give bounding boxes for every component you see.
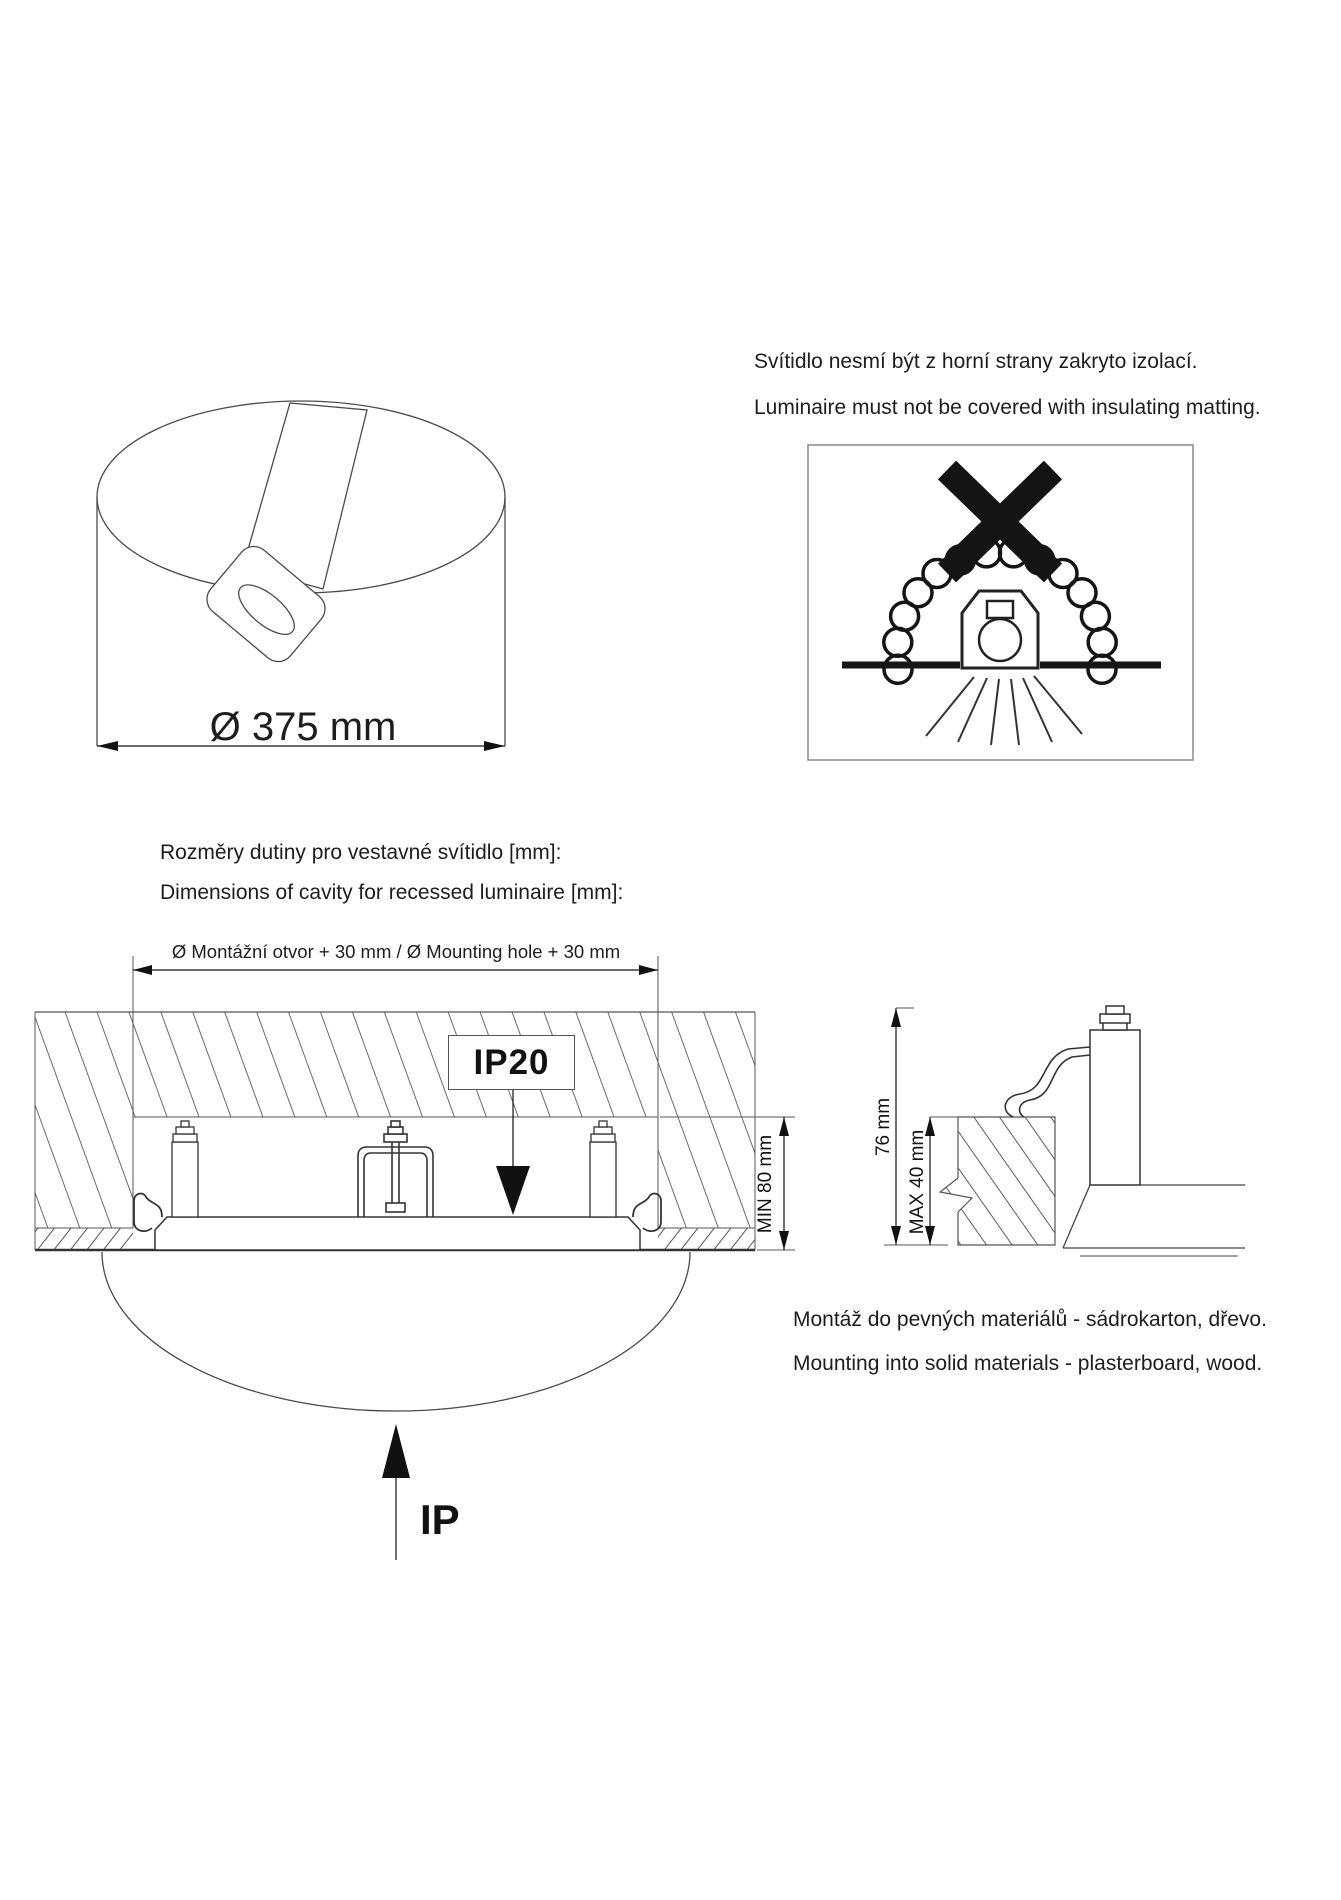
cavity-title-en: Dimensions of cavity for recessed luminaire [mm]: [160, 881, 624, 904]
hole-diameter-label: Ø 375 mm [209, 705, 397, 749]
ip-label: IP [420, 1496, 460, 1543]
threaded-post-right [590, 1121, 616, 1217]
plasterboard-strip-left [35, 1228, 133, 1250]
bulb-icon [979, 619, 1021, 661]
detail-threaded-post [1090, 1006, 1140, 1185]
ip-arrow [382, 1424, 410, 1560]
detail-max40-dimension [925, 1117, 958, 1245]
cavity-cross-section [35, 956, 795, 1560]
detail-spring-clip [1005, 1047, 1090, 1117]
mounting-note-cz: Montáž do pevných materiálů - sádrokarton, dřevo. [793, 1308, 1267, 1331]
threaded-post-left [172, 1121, 198, 1217]
insulation-warning-pictogram [808, 445, 1193, 760]
insulation-note-en: Luminaire must not be covered with insulating matting. [754, 396, 1261, 419]
min-depth-dimension [779, 1117, 789, 1250]
hole-cutting-drawing [97, 401, 505, 746]
detail-max-board-label: MAX 40 mm [907, 1129, 928, 1235]
clamp-detail-drawing [884, 1006, 1245, 1256]
min-depth-label: MIN 80 mm [755, 1134, 776, 1234]
detail-height-label: 76 mm [873, 1097, 894, 1157]
mounting-note-en: Mounting into solid materials - plasterboard, wood. [793, 1352, 1263, 1375]
luminaire-base-plate [155, 1217, 640, 1250]
mounting-hole-dimension [133, 965, 658, 975]
insulation-note-cz: Svítidlo nesmí být z horní strany zakryto izolací. [754, 350, 1198, 373]
detail-board-hatch [940, 1117, 1055, 1245]
mounting-hole-label: Ø Montážní otvor + 30 mm / Ø Mounting hole + 30 mm [171, 941, 621, 962]
plasterboard-strip-right [658, 1228, 755, 1250]
cavity-title-cz: Rozměry dutiny pro vestavné svítidlo [mm]: [160, 841, 562, 864]
ip20-rating-label: IP20 [473, 1042, 550, 1082]
ip20-rating-badge [448, 1035, 575, 1090]
